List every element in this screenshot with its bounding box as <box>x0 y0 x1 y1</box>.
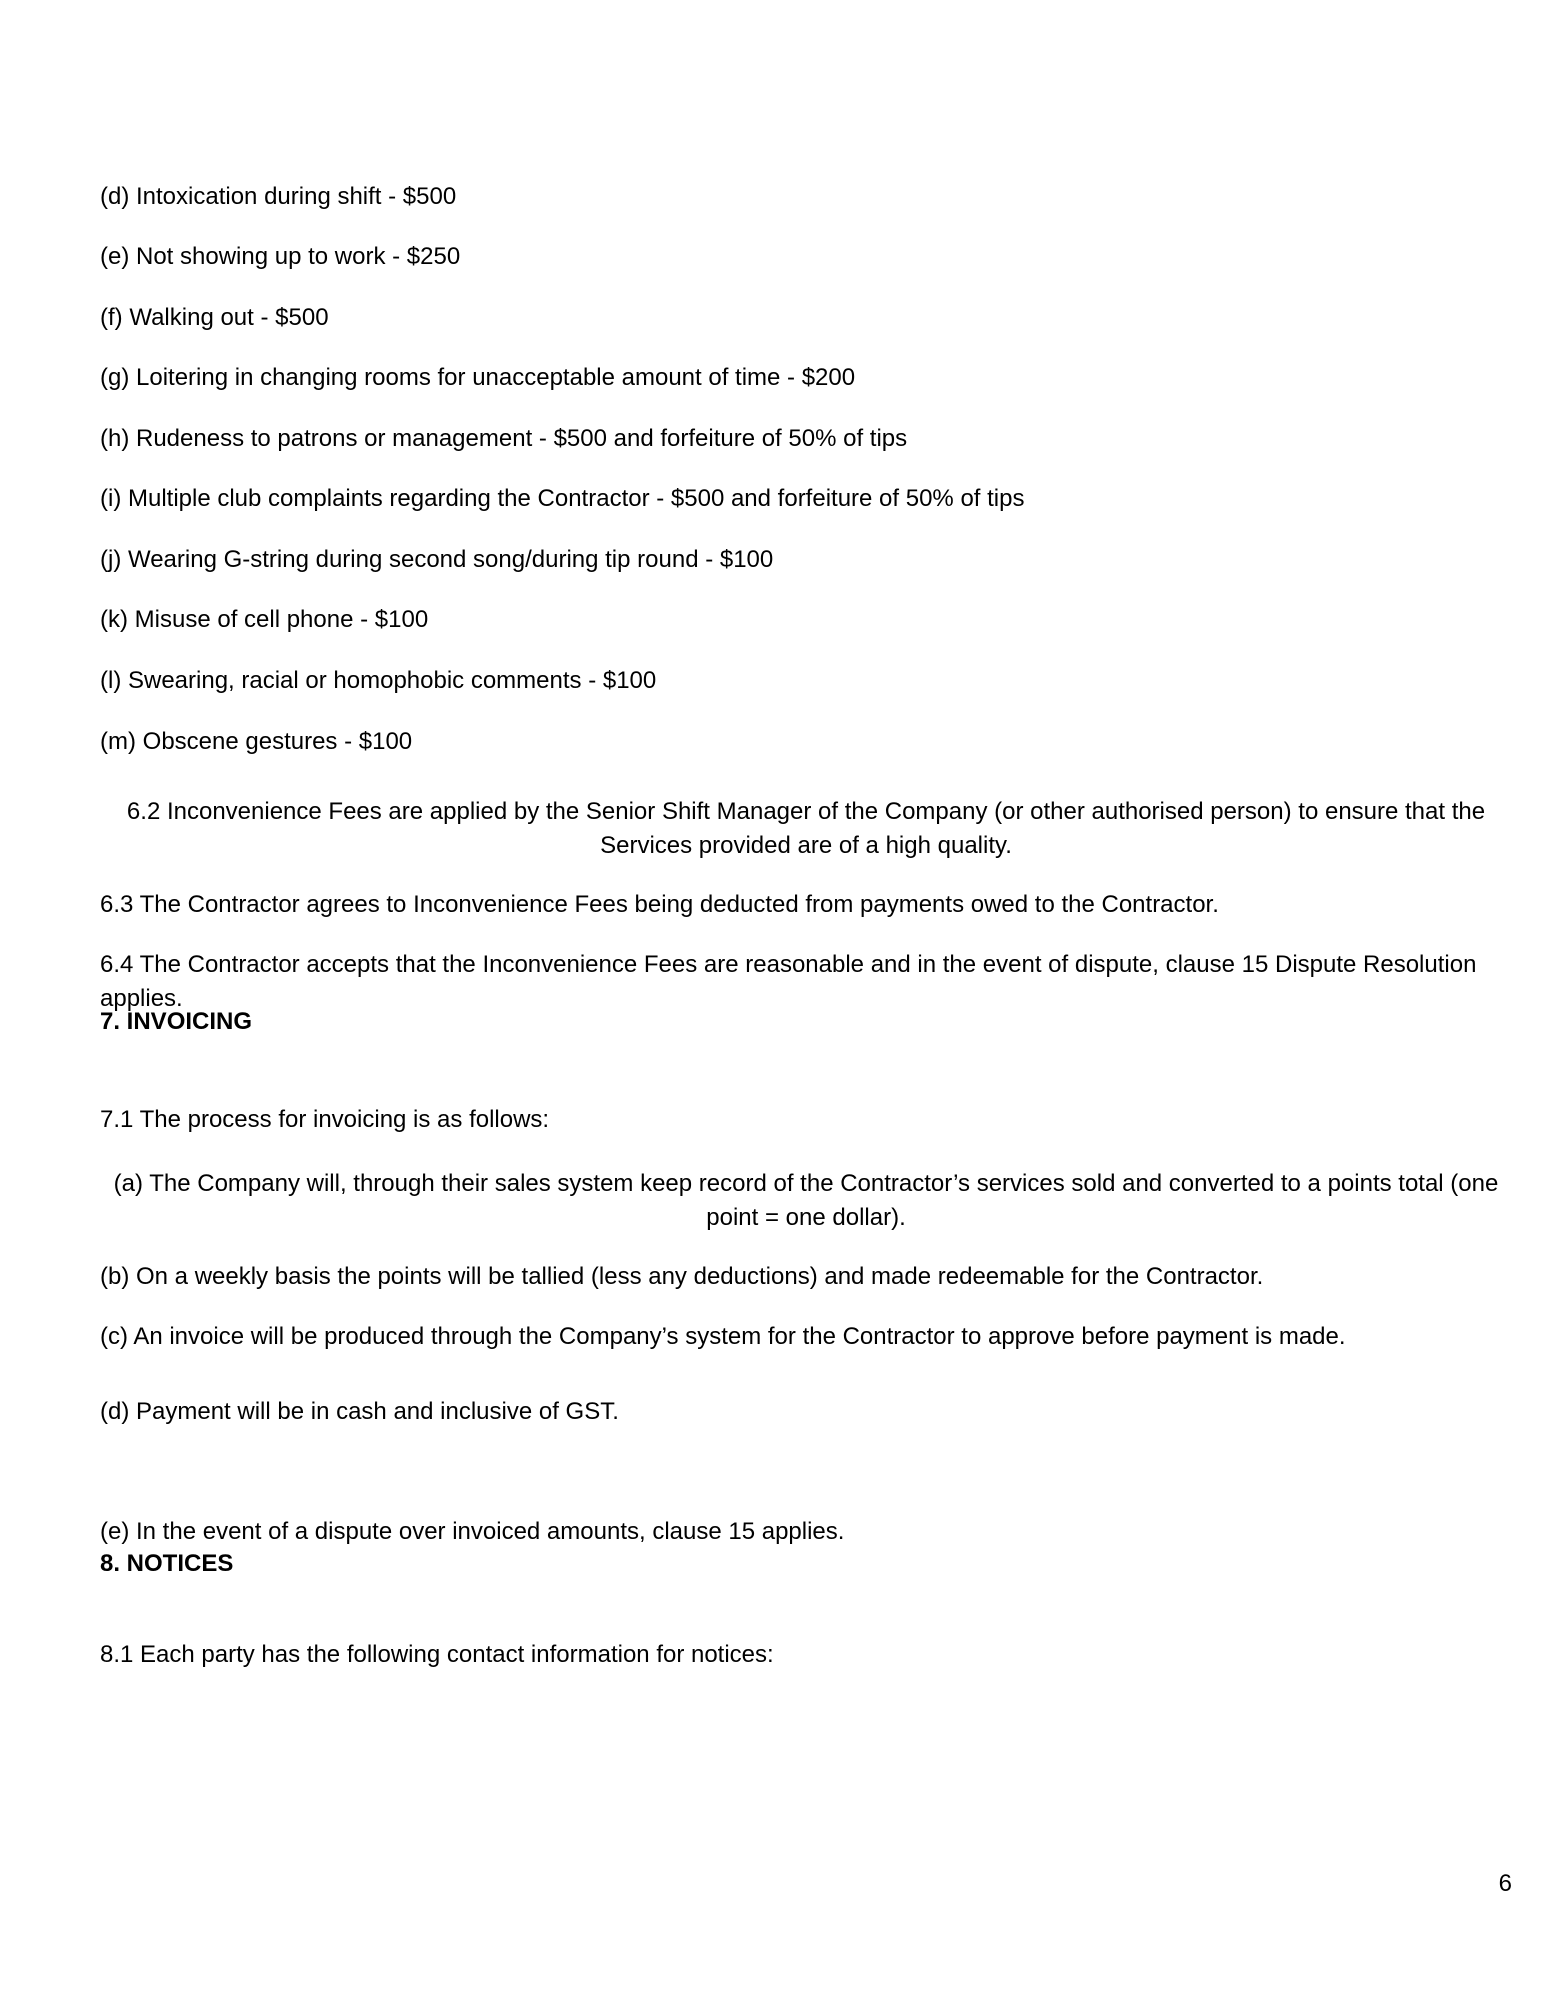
fee-item-k: (k) Misuse of cell phone - $100 <box>100 606 429 633</box>
clause-6-3: 6.3 The Contractor agrees to Inconvenience Fees being deducted from payments owed to the Contractor. <box>100 891 1219 918</box>
invoicing-item-a: (a) The Company will, through their sales system keep record of the Contractor’s services sold and converted to a points total (one point = one dollar). <box>113 1170 1499 1231</box>
clause-6-2: 6.2 Inconvenience Fees are applied by the Senior Shift Manager of the Company (or other authorised person) to ensure that the Services provided are of a high quality. <box>126 798 1486 859</box>
fee-item-i: (i) Multiple club complaints regarding the Contractor - $500 and forfeiture of 50% of tips <box>100 485 1025 512</box>
page-number: 6 <box>1498 1870 1512 1897</box>
fee-item-h: (h) Rudeness to patrons or management - $500 and forfeiture of 50% of tips <box>100 425 908 452</box>
fee-item-e: (e) Not showing up to work - $250 <box>100 243 461 270</box>
fee-item-m: (m) Obscene gestures - $100 <box>100 728 413 755</box>
invoicing-item-c: (c) An invoice will be produced through the Company’s system for the Contractor to approve before payment is made. <box>100 1323 1346 1350</box>
fee-item-g: (g) Loitering in changing rooms for unacceptable amount of time - $200 <box>100 364 856 391</box>
fee-item-l: (l) Swearing, racial or homophobic comments - $100 <box>100 667 657 694</box>
fee-item-d: (d) Intoxication during shift - $500 <box>100 183 457 210</box>
invoicing-item-b: (b) On a weekly basis the points will be tallied (less any deductions) and made redeemable for the Contractor. <box>100 1263 1264 1290</box>
section-heading-notices: 8. NOTICES <box>100 1550 234 1577</box>
clause-7-1: 7.1 The process for invoicing is as follows: <box>100 1106 550 1133</box>
invoicing-item-e: (e) In the event of a dispute over invoiced amounts, clause 15 applies. <box>100 1518 845 1545</box>
clause-6-4: 6.4 The Contractor accepts that the Inconvenience Fees are reasonable and in the event of dispute, clause 15 Dispute Resolution applies. <box>100 951 1477 1012</box>
section-heading-invoicing: 7. INVOICING <box>100 1008 253 1035</box>
fee-item-j: (j) Wearing G-string during second song/during tip round - $100 <box>100 546 774 573</box>
clause-8-1: 8.1 Each party has the following contact information for notices: <box>100 1641 774 1668</box>
invoicing-item-d: (d) Payment will be in cash and inclusive of GST. <box>100 1398 619 1425</box>
fee-item-f: (f) Walking out - $500 <box>100 304 329 331</box>
